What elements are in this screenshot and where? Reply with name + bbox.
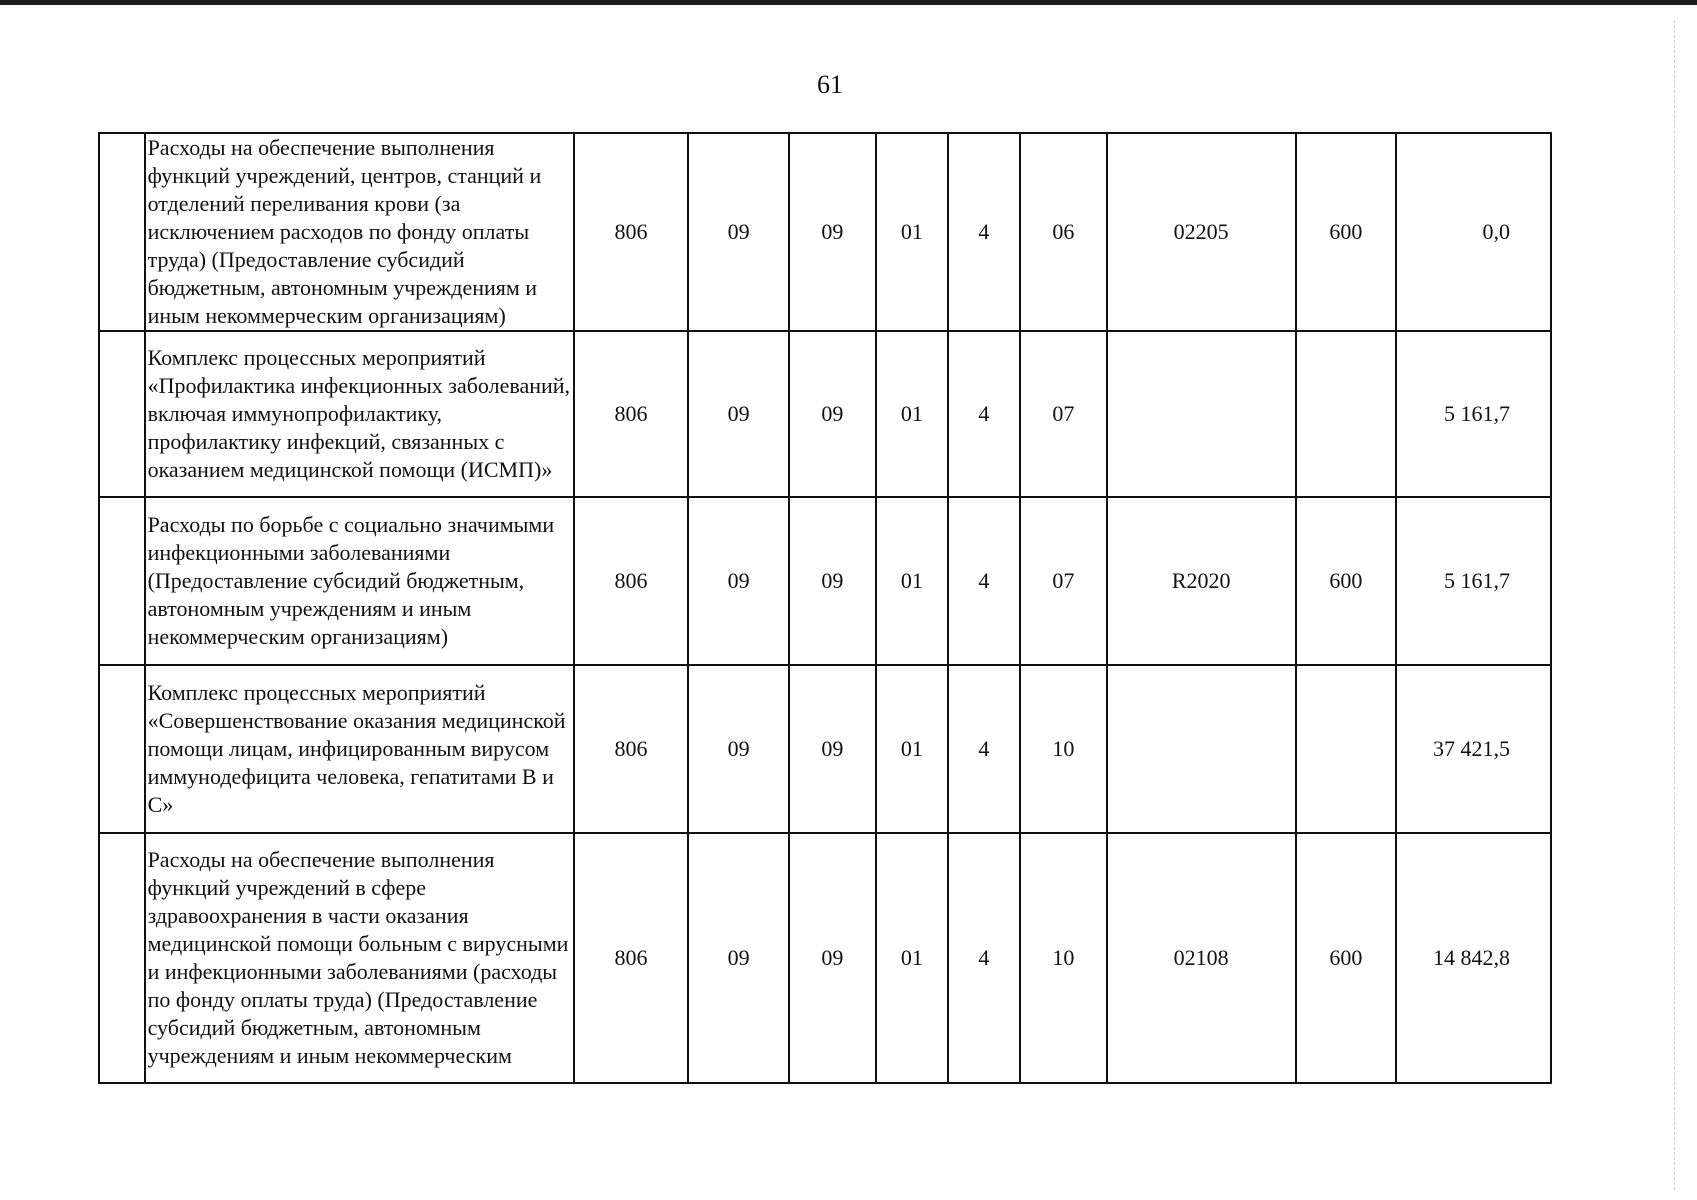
table-row	[99, 665, 1551, 833]
row-event: 06	[1020, 133, 1107, 331]
row-blank-cell	[99, 665, 145, 833]
row-amount: 5 161,7	[1396, 331, 1551, 497]
row-subprogram: 4	[948, 133, 1020, 331]
row-subsection: 09	[789, 133, 876, 331]
row-direction: 02108	[1107, 833, 1296, 1083]
row-code: 806	[574, 133, 688, 331]
row-section: 09	[688, 133, 789, 331]
table-row	[99, 497, 1551, 665]
row-description: Расходы на обеспечение выполнения функций учреждений в сфере здравоохранения в части оказания медицинской помощи больным с вирусными и инфекционными заболеваниями (расходы по фонду оплаты труда) (Предоставление субсидий бюджетным, автономным учреждениям и иным некоммерческим	[145, 833, 574, 1083]
row-code: 806	[574, 833, 688, 1083]
row-expense-type: 600	[1296, 497, 1397, 665]
row-subprogram: 4	[948, 665, 1020, 833]
row-subprogram: 4	[948, 497, 1020, 665]
row-amount: 5 161,7	[1396, 497, 1551, 665]
row-expense-type	[1296, 331, 1397, 497]
row-blank-cell	[99, 331, 145, 497]
row-description: Расходы по борьбе с социально значимыми инфекционными заболеваниями (Предоставление субсидий бюджетным, автономным учреждениям и иным некоммерческим организациям)	[145, 497, 574, 665]
row-section: 09	[688, 331, 789, 497]
row-code: 806	[574, 497, 688, 665]
row-direction	[1107, 665, 1296, 833]
scan-top-border	[0, 0, 1697, 5]
row-subprogram: 4	[948, 331, 1020, 497]
row-blank-cell	[99, 833, 145, 1083]
row-subsection: 09	[789, 665, 876, 833]
row-amount: 14 842,8	[1396, 833, 1551, 1083]
row-section: 09	[688, 833, 789, 1083]
row-expense-type: 600	[1296, 833, 1397, 1083]
row-direction: R2020	[1107, 497, 1296, 665]
table-row	[99, 133, 1551, 331]
row-event: 07	[1020, 497, 1107, 665]
row-description: Расходы на обеспечение выполнения функций учреждений, центров, станций и отделений переливания крови (за исключением расходов по фонду оплаты труда) (Предоставление субсидий бюджетным, автономным учреждениям и иным некоммерческим организациям)	[145, 133, 574, 331]
scan-edge-line	[1674, 20, 1675, 1190]
row-expense-type	[1296, 665, 1397, 833]
row-amount: 0,0	[1396, 133, 1551, 331]
row-blank-cell	[99, 497, 145, 665]
row-event: 10	[1020, 665, 1107, 833]
row-event: 10	[1020, 833, 1107, 1083]
row-subprogram: 4	[948, 833, 1020, 1083]
budget-table	[98, 132, 1552, 1084]
table-row	[99, 331, 1551, 497]
row-program: 01	[876, 665, 948, 833]
row-code: 806	[574, 665, 688, 833]
page-number: 61	[817, 70, 843, 99]
row-subsection: 09	[789, 497, 876, 665]
row-program: 01	[876, 833, 948, 1083]
row-program: 01	[876, 497, 948, 665]
row-program: 01	[876, 133, 948, 331]
table-row	[99, 833, 1551, 1083]
row-section: 09	[688, 665, 789, 833]
row-subsection: 09	[789, 833, 876, 1083]
row-blank-cell	[99, 133, 145, 331]
row-section: 09	[688, 497, 789, 665]
row-subsection: 09	[789, 331, 876, 497]
row-event: 07	[1020, 331, 1107, 497]
row-description: Комплекс процессных мероприятий «Профилактика инфекционных заболеваний, включая иммунопрофилактику, профилактику инфекций, связанных с оказанием медицинской помощи (ИСМП)»	[145, 331, 574, 497]
row-amount: 37 421,5	[1396, 665, 1551, 833]
row-direction: 02205	[1107, 133, 1296, 331]
row-code: 806	[574, 331, 688, 497]
row-expense-type: 600	[1296, 133, 1397, 331]
row-program: 01	[876, 331, 948, 497]
row-direction	[1107, 331, 1296, 497]
row-description: Комплекс процессных мероприятий «Совершенствование оказания медицинской помощи лицам, инфицированным вирусом иммунодефицита человека, гепатитами В и С»	[145, 665, 574, 833]
